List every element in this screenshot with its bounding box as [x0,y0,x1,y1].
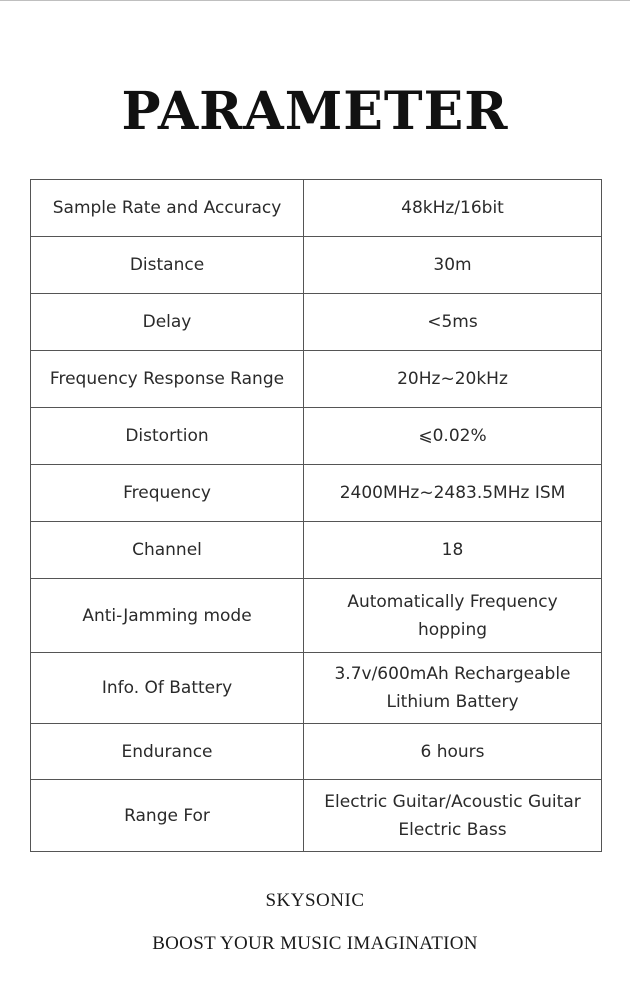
parameter-value [304,653,602,724]
parameter-label: Frequency Response Range [31,351,304,408]
parameter-value: 48kHz/16bit [304,180,602,237]
parameter-value-text: Electric Guitar/Acoustic Guitar Electric Bass [324,791,581,840]
parameter-value-text: Automatically Frequency hopping [347,591,558,640]
page-title: PARAMETER [121,81,509,142]
parameter-label: Endurance [31,724,304,780]
table-row [31,180,602,237]
parameter-value [304,780,602,852]
parameter-value: 2400MHz~2483.5MHz ISM [304,465,602,522]
parameter-value: 18 [304,522,602,579]
parameter-value: 6 hours [304,724,602,780]
parameter-label: Anti-Jamming mode [31,579,304,653]
table-row [31,351,602,408]
table-row [31,579,602,653]
table-row [31,465,602,522]
parameter-label: Delay [31,294,304,351]
table-row [31,294,602,351]
table-row [31,408,602,465]
parameter-label: Info. Of Battery [31,653,304,724]
brand-slogan: BOOST YOUR MUSIC IMAGINATION [152,933,478,954]
top-divider [0,0,630,1]
parameter-label: Distortion [31,408,304,465]
table-row [31,522,602,579]
parameter-table [30,179,602,852]
parameter-value: 30m [304,237,602,294]
parameter-label: Sample Rate and Accuracy [31,180,304,237]
parameter-label: Distance [31,237,304,294]
parameter-value: 20Hz~20kHz [304,351,602,408]
table-row [31,724,602,780]
parameter-label: Channel [31,522,304,579]
parameter-label: Range For [31,780,304,852]
table-row [31,237,602,294]
parameter-value: ⩽0.02% [304,408,602,465]
parameter-value: <5ms [304,294,602,351]
brand-name: SKYSONIC [265,890,365,911]
table-row [31,780,602,852]
parameter-value [304,579,602,653]
table-row [31,653,602,724]
parameter-label: Frequency [31,465,304,522]
parameter-value-text: 3.7v/600mAh Rechargeable Lithium Battery [334,664,571,712]
